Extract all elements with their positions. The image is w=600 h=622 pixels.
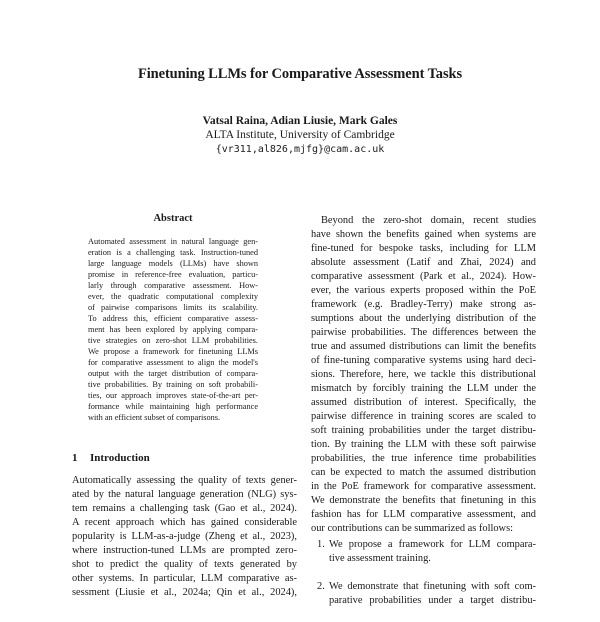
author-emails: {vr311,al826,mjfg}@cam.ac.uk (215, 144, 385, 155)
abstract-line: tive probabilities. By training on soft probabili- (88, 380, 258, 389)
list-line: We propose a framework for LLM compara- (329, 539, 536, 550)
intro-line: where instruction-tuned LLMs are prompted zero- (72, 545, 297, 556)
abstract-line: eration is a challenging task. Instruction-tuned (88, 248, 258, 257)
intro-heading (72, 452, 150, 464)
body-line: fine-tuned for bespoke tasks, including for LLM (311, 243, 536, 254)
abstract-line: promise in reference-free evaluation, particu- (88, 270, 258, 279)
abstract-line: of pairwise comparisons limits its scalability. (88, 303, 258, 312)
abstract-line: Automated assessment in natural language gen- (88, 237, 258, 246)
abstract-heading: Abstract (153, 213, 193, 224)
body-line: Beyond the zero-shot domain, recent studies (321, 215, 536, 226)
abstract-line: ment has been explored by applying compara- (88, 325, 258, 334)
abstract-line: To address this, efficient comparative assess- (88, 314, 258, 323)
body-line: fashion has for LLM comparative assessment, and (311, 509, 536, 520)
body-line: sumptions about the underlying distribution of the (311, 313, 536, 324)
abstract-body (88, 236, 258, 423)
intro-line: ated by the natural language generation (NLG) sys- (72, 489, 297, 500)
list-line: We demonstrate that finetuning with soft com- (329, 581, 536, 592)
body-line: We demonstrate the benefits that finetuning in this (311, 495, 536, 506)
body-line: comparative assessment (Park et al., 2024). How- (311, 271, 536, 282)
intro-line: A recent approach which has gained considerable (72, 517, 297, 528)
contributions-list (311, 538, 536, 622)
body-line: sions. Therefore, here, we tackle this distributional (311, 369, 536, 380)
body-line: absolute assessment (Latif and Zhai, 2024) and (311, 257, 536, 268)
intro-line: shot to predict the quality of texts generated by (72, 559, 297, 570)
body-line: have shown the benefits gained when systems are (311, 229, 536, 240)
body-line: mismatch by forcibly training the LLM under the (311, 383, 536, 394)
abstract-line: We propose a framework for finetuning LLMs (88, 347, 258, 356)
body-line: true and assumed distributions can limit the benefits (311, 341, 536, 352)
list-line: parative probabilities under a target distribu- (329, 595, 536, 606)
body-line: of fine-tuning comparative systems using hard deci- (311, 355, 536, 366)
body-line: ever, the various experts proposed within the PoE (311, 285, 536, 296)
body-line: in the PoE framework for comparative assessment. (311, 481, 536, 492)
body-line: pairwise difference in training scores are scaled to (311, 411, 536, 422)
body-line: framework (e.g. Bradley-Terry) make strong as- (311, 299, 536, 310)
body-line: can be expected to match the assumed distribution (311, 467, 536, 478)
intro-line: sessment (Liusie et al., 2024a; Qin et al., 2024), (72, 587, 297, 598)
affiliation: ALTA Institute, University of Cambridge (205, 129, 395, 141)
paper-title: Finetuning LLMs for Comparative Assessment Tasks (137, 66, 463, 82)
list-marker: 1. (317, 539, 325, 550)
body-line: assumed distribution of interest. Specifically, the (311, 397, 536, 408)
section-number: 1 (72, 452, 78, 464)
abstract-line: with an efficient subset of comparisons. (88, 413, 221, 422)
abstract-line: formance while maintaining high performance (88, 402, 258, 411)
abstract-line: ever, the quadratic computational complexity (88, 292, 258, 301)
body-line: tion. By training the LLM with these soft pairwise (311, 439, 536, 450)
abstract-line: ties, our approach improves state-of-the-art per- (88, 391, 258, 400)
author-list: Vatsal Raina, Adian Liusie, Mark Gales (202, 115, 398, 127)
section-title: Introduction (90, 452, 150, 464)
intro-line: popularity is LLM-as-a-judge (Zheng et al., 2023), (72, 531, 297, 542)
intro-line: tem remains a challenging task (Gao et al., 2024). (72, 503, 297, 514)
body-line: pairwise probabilities. The differences between the (311, 327, 536, 338)
contribution-item (311, 580, 536, 608)
body-line: our contributions can be summarized as follows: (311, 523, 513, 534)
right-column-body (311, 214, 536, 536)
list-line: tive assessment training. (329, 553, 431, 564)
abstract-line: large language models (LLMs) have shown (88, 259, 258, 268)
abstract-line: tive strategies on zero-shot LLM probabilities. (88, 336, 258, 345)
body-line: soft training probabilities under the target distribu- (311, 425, 536, 436)
abstract-line: output with the target distribution of compara- (88, 369, 258, 378)
contribution-item (311, 538, 536, 566)
intro-line: other systems. In particular, LLM comparative as- (72, 573, 297, 584)
list-marker: 2. (317, 581, 325, 592)
intro-line: Automatically assessing the quality of texts gener- (72, 475, 297, 486)
abstract-line: for comparative assessment to align the model's (88, 358, 258, 367)
intro-body (72, 474, 297, 600)
abstract-line: larly through comparative assessment. How- (88, 281, 258, 290)
body-line: probabilities, the true inference time probabilities (311, 453, 536, 464)
